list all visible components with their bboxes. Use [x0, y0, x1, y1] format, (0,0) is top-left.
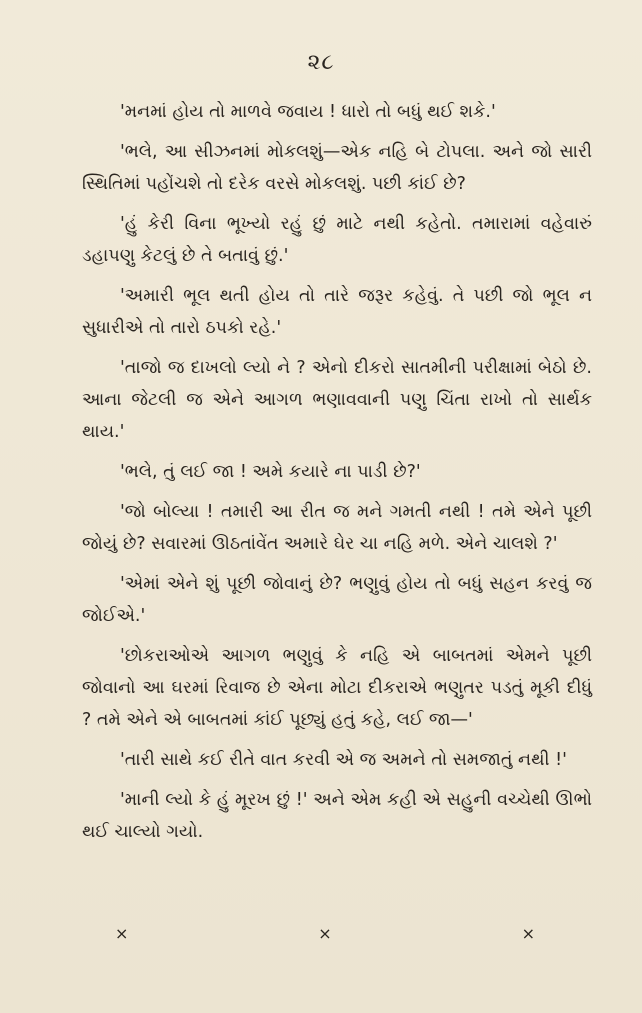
separator-mark: × [115, 924, 129, 943]
paragraph: 'ભલે, તું લઈ જા ! અમે કયારે ના પાડી છે?' [120, 462, 421, 482]
separator-mark: × [521, 924, 535, 943]
paragraph: 'માની લ્યો કે હું મૂરખ છું !' અને એમ કહી એ સહુની વચ્ચેથી ઊભો થઈ ચાલ્યો ગયો. [82, 790, 592, 842]
paragraph: 'એમાં એને શું પૂછી જોવાનું છે? ભણુવું હોય તો બધું સહન કરવું જ જોઈએ.' [82, 574, 592, 626]
paragraph: 'હું કેરી વિના ભૂખ્યો રહું છું માટે નથી કહેતો. તમારામાં વહેવારું ડહાપણુ કેટલું છે તે બતાવું છું.' [82, 214, 592, 266]
paragraph: 'જો બોલ્યા ! તમારી આ રીત જ મને ગમતી નથી ! તમે એને પૂછી જોયું છે? સવારમાં ઊઠતાંવેંત અમારે ઘેર ચા નહિ મળે. એને ચાલશે ?' [82, 502, 592, 554]
paragraph: 'અમારી ભૂલ થતી હોય તો તારે જરૂર કહેવું. તે પછી જો ભૂલ ન સુધારીએ તો તારો ઠપકો રહે.' [82, 286, 592, 338]
paragraph: 'તાજો જ દાખલો લ્યો ને ? એનો દીકરો સાતમીની પરીક્ષામાં બેઠો છે. આના જેટલી જ એને આગળ ભણાવવાની પણુ ચિંતા રાખો તો સાર્થક થાય.' [82, 358, 592, 442]
paragraph: 'છોકરાઓએ આગળ ભણુવું કે નહિ એ બાબતમાં એમને પૂછી જોવાનો આ ઘરમાં રિવાજ છે એના મોટા દીકરાએ ભણુતર પડતું મૂકી દીધું ? તમે એને એ બાબતમાં કાંઈ પૂછ્યું હતું કહે, લઈ જા—' [82, 646, 592, 730]
paragraph: 'મનમાં હોય તો માળવે જવાય ! ધારો તો બધું થઈ શકે.' [120, 102, 496, 122]
page-number: ૨૮ [307, 50, 335, 75]
paragraph: 'તારી સાથે કઈ રીતે વાત કરવી એ જ અમને તો સમજાતું નથી !' [120, 750, 567, 770]
page-body [82, 96, 592, 856]
paragraph: 'ભલે, આ સીઝનમાં મોકલશું—એક નહિ બે ટોપલા. અને જો સારી સ્થિતિમાં પહોંચશે તો દરેક વરસે મોકલશું. પછી કાંઈ છે? [82, 142, 592, 194]
section-separator [115, 924, 535, 943]
separator-mark: × [318, 924, 332, 943]
